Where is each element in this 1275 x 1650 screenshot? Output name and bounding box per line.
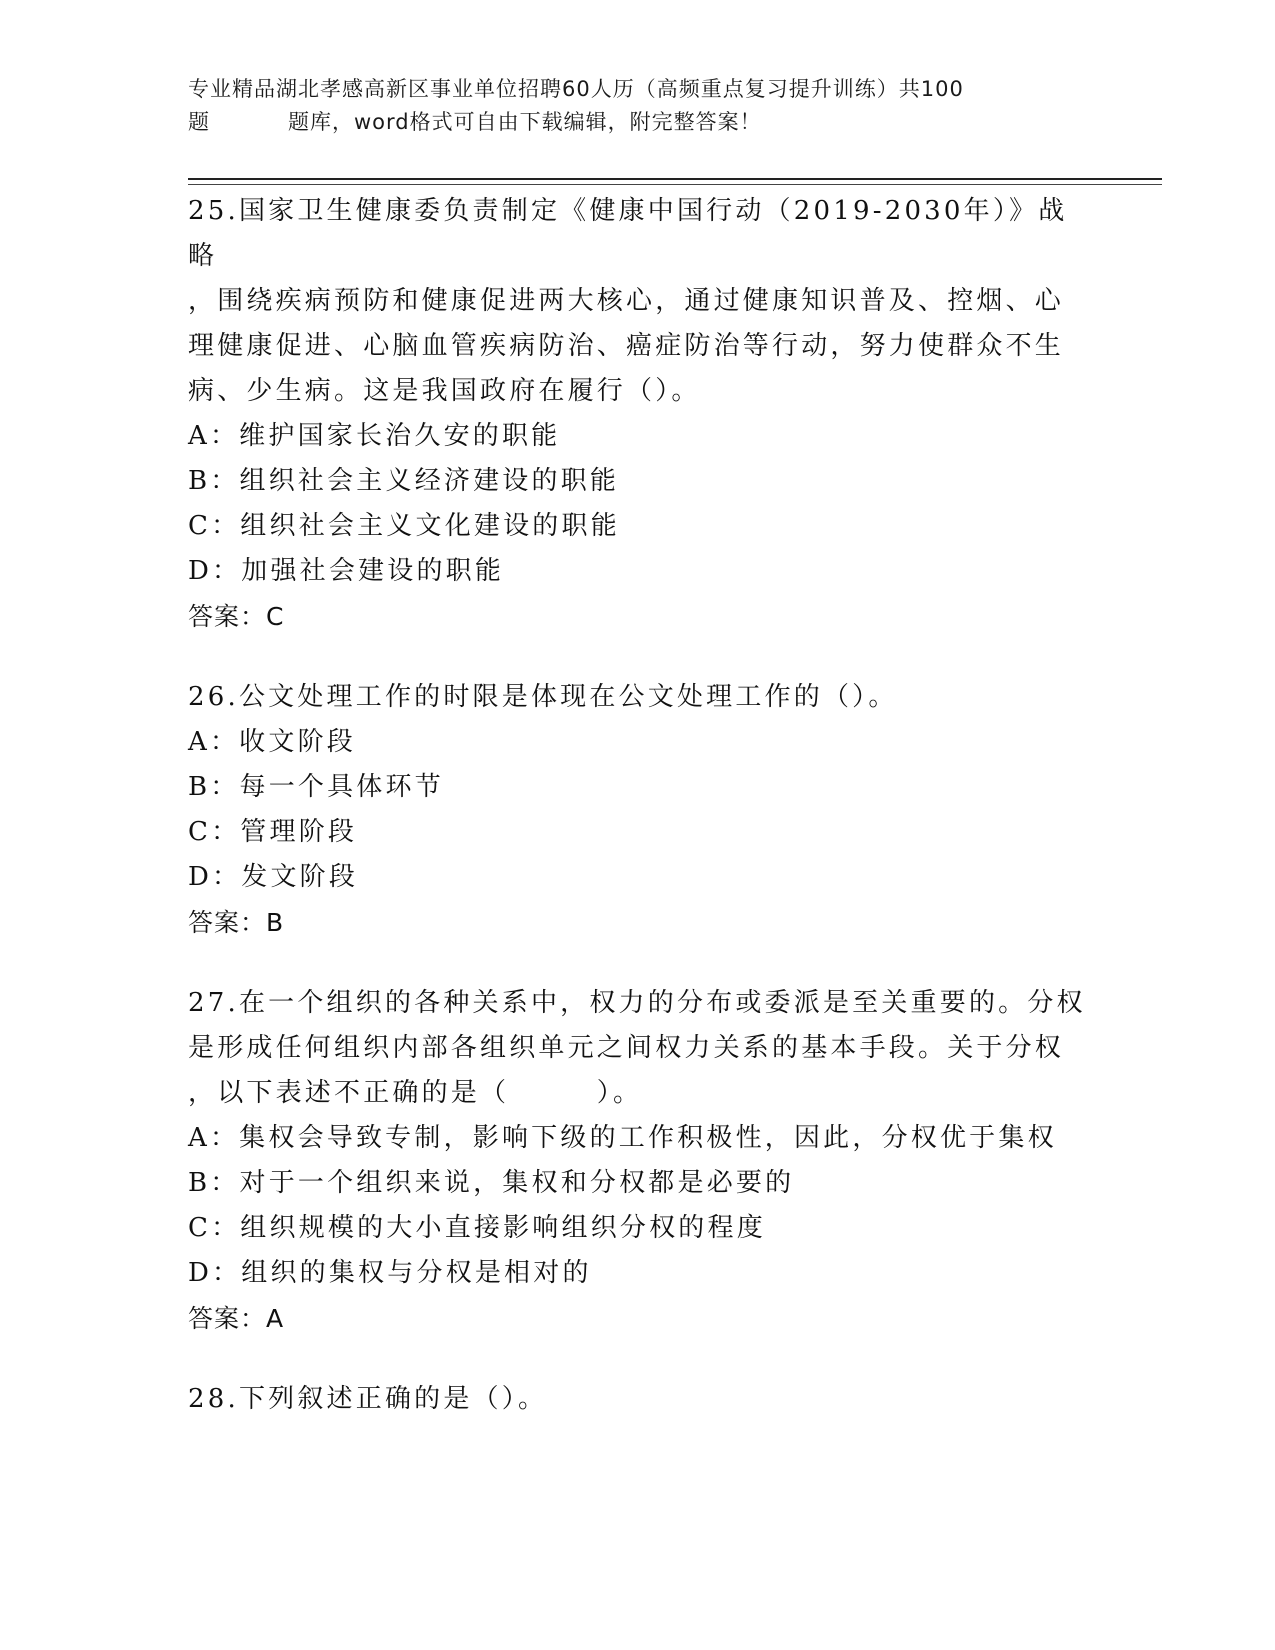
question-stem-line: 理健康促进、心脑血管疾病防治、癌症防治等行动，努力使群众不生: [188, 331, 1065, 361]
document-header: [188, 73, 1068, 139]
option-d: D：组织的集权与分权是相对的: [188, 1258, 592, 1288]
question-stem-line: 是形成任何组织内部各组织单元之间权力关系的基本手段。关于分权: [188, 1033, 1065, 1063]
header-divider-thin: [188, 184, 1162, 185]
answer-line: 答案：C: [188, 602, 285, 631]
option-a: A：集权会导致专制，影响下级的工作积极性，因此，分权优于集权: [188, 1123, 1057, 1153]
header-title-line: 专业精品湖北孝感高新区事业单位招聘60人历（高频重点复习提升训练）共100: [188, 77, 964, 101]
question-stem-line: 25.国家卫生健康委负责制定《健康中国行动（2019-2030年）》战略: [188, 196, 1068, 271]
option-b: B：组织社会主义经济建设的职能: [188, 466, 620, 496]
option-a: A：收文阶段: [188, 727, 356, 757]
question-stem-line: 26.公文处理工作的时限是体现在公文处理工作的（）。: [188, 682, 898, 712]
question-25: [188, 189, 1088, 639]
question-stem-line: 病、少生病。这是我国政府在履行（）。: [188, 376, 701, 406]
option-d: D：发文阶段: [188, 862, 359, 892]
option-b: B：每一个具体环节: [188, 772, 444, 802]
header-subtitle-left: 题: [188, 110, 210, 134]
question-stem-line: 27.在一个组织的各种关系中，权力的分布或委派是至关重要的。分权: [188, 988, 1086, 1018]
answer-line: 答案：B: [188, 908, 285, 937]
header-divider-thick: [188, 178, 1162, 180]
question-stem-line: 28.下列叙述正确的是（）。: [188, 1384, 548, 1414]
option-a: A：维护国家长治久安的职能: [188, 421, 561, 451]
answer-line: 答案：A: [188, 1304, 285, 1333]
option-c: C：管理阶段: [188, 817, 358, 847]
question-stem-line: ，围绕疾病预防和健康促进两大核心，通过健康知识普及、控烟、心: [188, 286, 1065, 316]
question-list: [188, 189, 1088, 1458]
question-26: [188, 675, 1088, 945]
question-27: [188, 981, 1088, 1341]
header-subtitle-line: [188, 106, 1068, 139]
question-28: [188, 1377, 1088, 1422]
option-d: D：加强社会建设的职能: [188, 556, 505, 586]
option-b: B：对于一个组织来说，集权和分权都是必要的: [188, 1168, 795, 1198]
header-subtitle-right: 题库，word格式可自由下载编辑，附完整答案！: [288, 110, 762, 134]
option-c: C：组织规模的大小直接影响组织分权的程度: [188, 1213, 766, 1243]
question-stem-line: ，以下表述不正确的是（ ）。: [188, 1078, 643, 1108]
option-c: C：组织社会主义文化建设的职能: [188, 511, 620, 541]
